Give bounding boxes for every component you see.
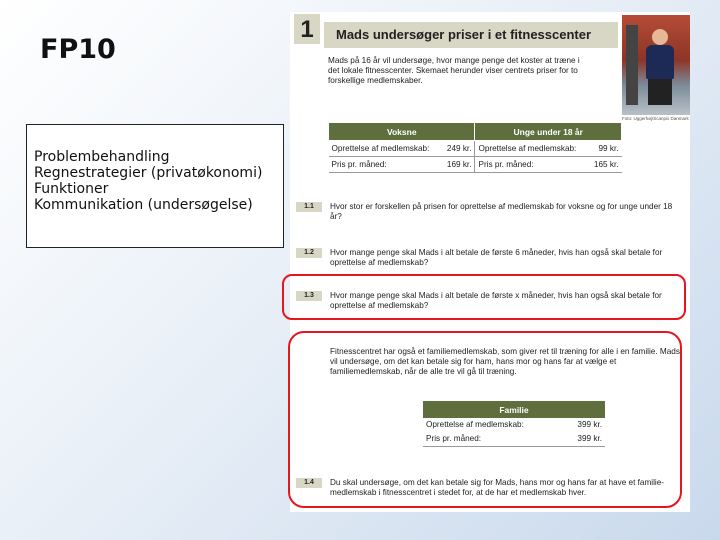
topic-list-box [26, 124, 284, 248]
highlight-family-section [288, 331, 682, 508]
question-text: Du skal undersøge, om det kan betale sig for Mads, hans mor og hans far at have et familie-medlemskab i fitnesscentret i stedet for, at de har et medlemskab hver. [330, 478, 665, 497]
question-text: Hvor stor er forskellen på prisen for oprettelse af medlemskab for voksne og for unge under 18 år? [330, 202, 673, 221]
task-number: 1 [294, 14, 320, 44]
topic-item: Funktioner [34, 181, 109, 197]
question-1-2 [294, 248, 690, 268]
question-text: Hvor mange penge skal Mads i alt betale de første x måneder, hvis han også skal betale for oprettelse af medlemskab? [330, 291, 662, 310]
topic-item: Kommunikation (undersøgelse) [34, 197, 253, 213]
table-cell: 249 kr. [441, 141, 475, 157]
table-cell: Oprettelse af medlemskab: [426, 420, 524, 429]
table-row [329, 141, 622, 157]
table-row [329, 157, 622, 173]
table-cell: 99 kr. [588, 141, 621, 157]
photo-machine-shape [626, 25, 638, 105]
question-1-1 [294, 202, 690, 222]
topic-item: Problembehandling [34, 149, 170, 165]
table-cell: Oprettelse af medlemskab: [329, 141, 442, 157]
photo-person-legs [648, 79, 672, 105]
photo-person-torso [646, 45, 674, 79]
slide-title: FP10 [40, 34, 116, 65]
photo-caption: Foto: Uggerhøj/Scanpix Danmark [622, 116, 689, 121]
table-cell: Pris pr. måned: [423, 432, 564, 447]
topic-item: Regnestrategier (privatøkonomi) [34, 165, 263, 181]
task-intro: Mads på 16 år vil undersøge, hvor mange penge det koster at træne i det lokale fitnesscenter. Skemaet herunder viser centrets priser for to forskellige medlemskaber. [328, 56, 580, 85]
table-cell: 165 kr. [588, 157, 621, 173]
photo-person-head [652, 29, 668, 45]
fitness-photo [622, 15, 690, 115]
family-table-header: Familie [423, 401, 605, 418]
price-table-header-adults: Voksne [329, 123, 475, 141]
question-number: 1.3 [296, 291, 322, 301]
table-cell: 399 kr. [577, 420, 602, 429]
table-cell: 399 kr. [564, 432, 605, 447]
price-table [328, 122, 622, 173]
question-number: 1.2 [296, 248, 322, 258]
price-table-header-youth: Unge under 18 år [475, 123, 622, 141]
question-text: Hvor mange penge skal Mads i alt betale de første 6 måneder, hvis han også skal betale for oprettelse af medlemskab? [330, 248, 663, 267]
table-cell: Pris pr. måned: [475, 157, 588, 173]
question-number: 1.4 [296, 478, 322, 488]
family-intro: Fitnesscentret har også et familiemedlemskab, som giver ret til træning for alle i en familie. Mads vil undersøge, om det kan betale sig for ham, hans mor og hans far at vælge et familiemedlemskab, når de alle tre vil gå til træning. [330, 347, 680, 376]
task-heading: Mads undersøger priser i et fitnesscenter [324, 22, 618, 48]
table-cell: Pris pr. måned: [329, 157, 442, 173]
question-number: 1.1 [296, 202, 322, 212]
table-cell: Oprettelse af medlemskab: [475, 141, 588, 157]
table-cell: 169 kr. [441, 157, 475, 173]
highlight-question-1-3 [282, 274, 686, 320]
